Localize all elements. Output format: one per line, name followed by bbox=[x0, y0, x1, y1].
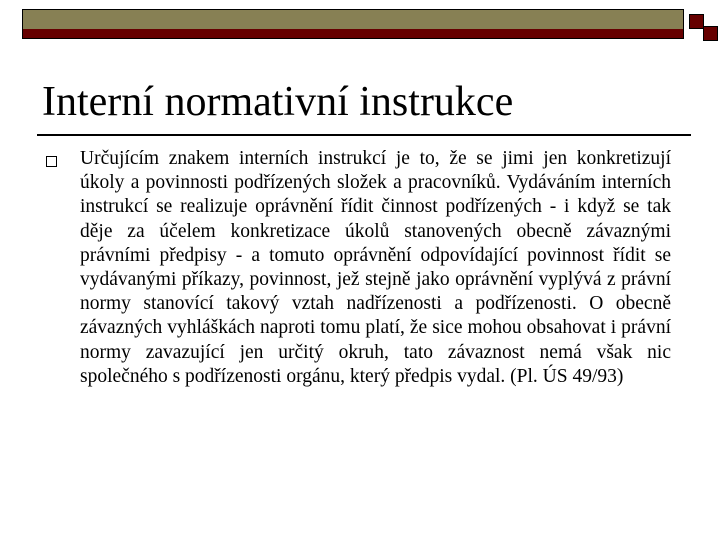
hollow-square-bullet-icon bbox=[46, 156, 57, 167]
corner-square-decoration bbox=[689, 14, 704, 29]
corner-square-decoration bbox=[703, 26, 718, 41]
top-bar-olive-band bbox=[23, 10, 683, 30]
title-underline-rule bbox=[37, 134, 691, 136]
top-bar-maroon-band bbox=[23, 29, 683, 38]
bullet-text: Určujícím znakem interních instrukcí je to, že se jimi jen konkretizují úkoly a povinnosti podřízených složek a pracovníků. Vydáváním interních instrukcí se realizuje oprávnění řídit činnost podřízených - i když se tak děje za účelem konkretizace úkolů stanovených obecně závaznými právními předpisy - a tomuto oprávnění odpovídající povinnost řídit se vydávanými příkazy, povinnost, jež stejně jako oprávnění vyplývá z právní normy stanovící takový vztah nadřízenosti a podřízenosti. O obecně závazných vyhláškách naproti tomu platí, že sice mohou obsahovat i právní normy zavazující jen určitý okruh, tato závaznost nemá však nic společného s podřízenosti orgánu, který předpis vydal. (Pl. ÚS 49/93) bbox=[80, 148, 671, 387]
slide-title: Interní normativní instrukce bbox=[42, 79, 514, 125]
top-decorative-bar bbox=[22, 9, 684, 39]
